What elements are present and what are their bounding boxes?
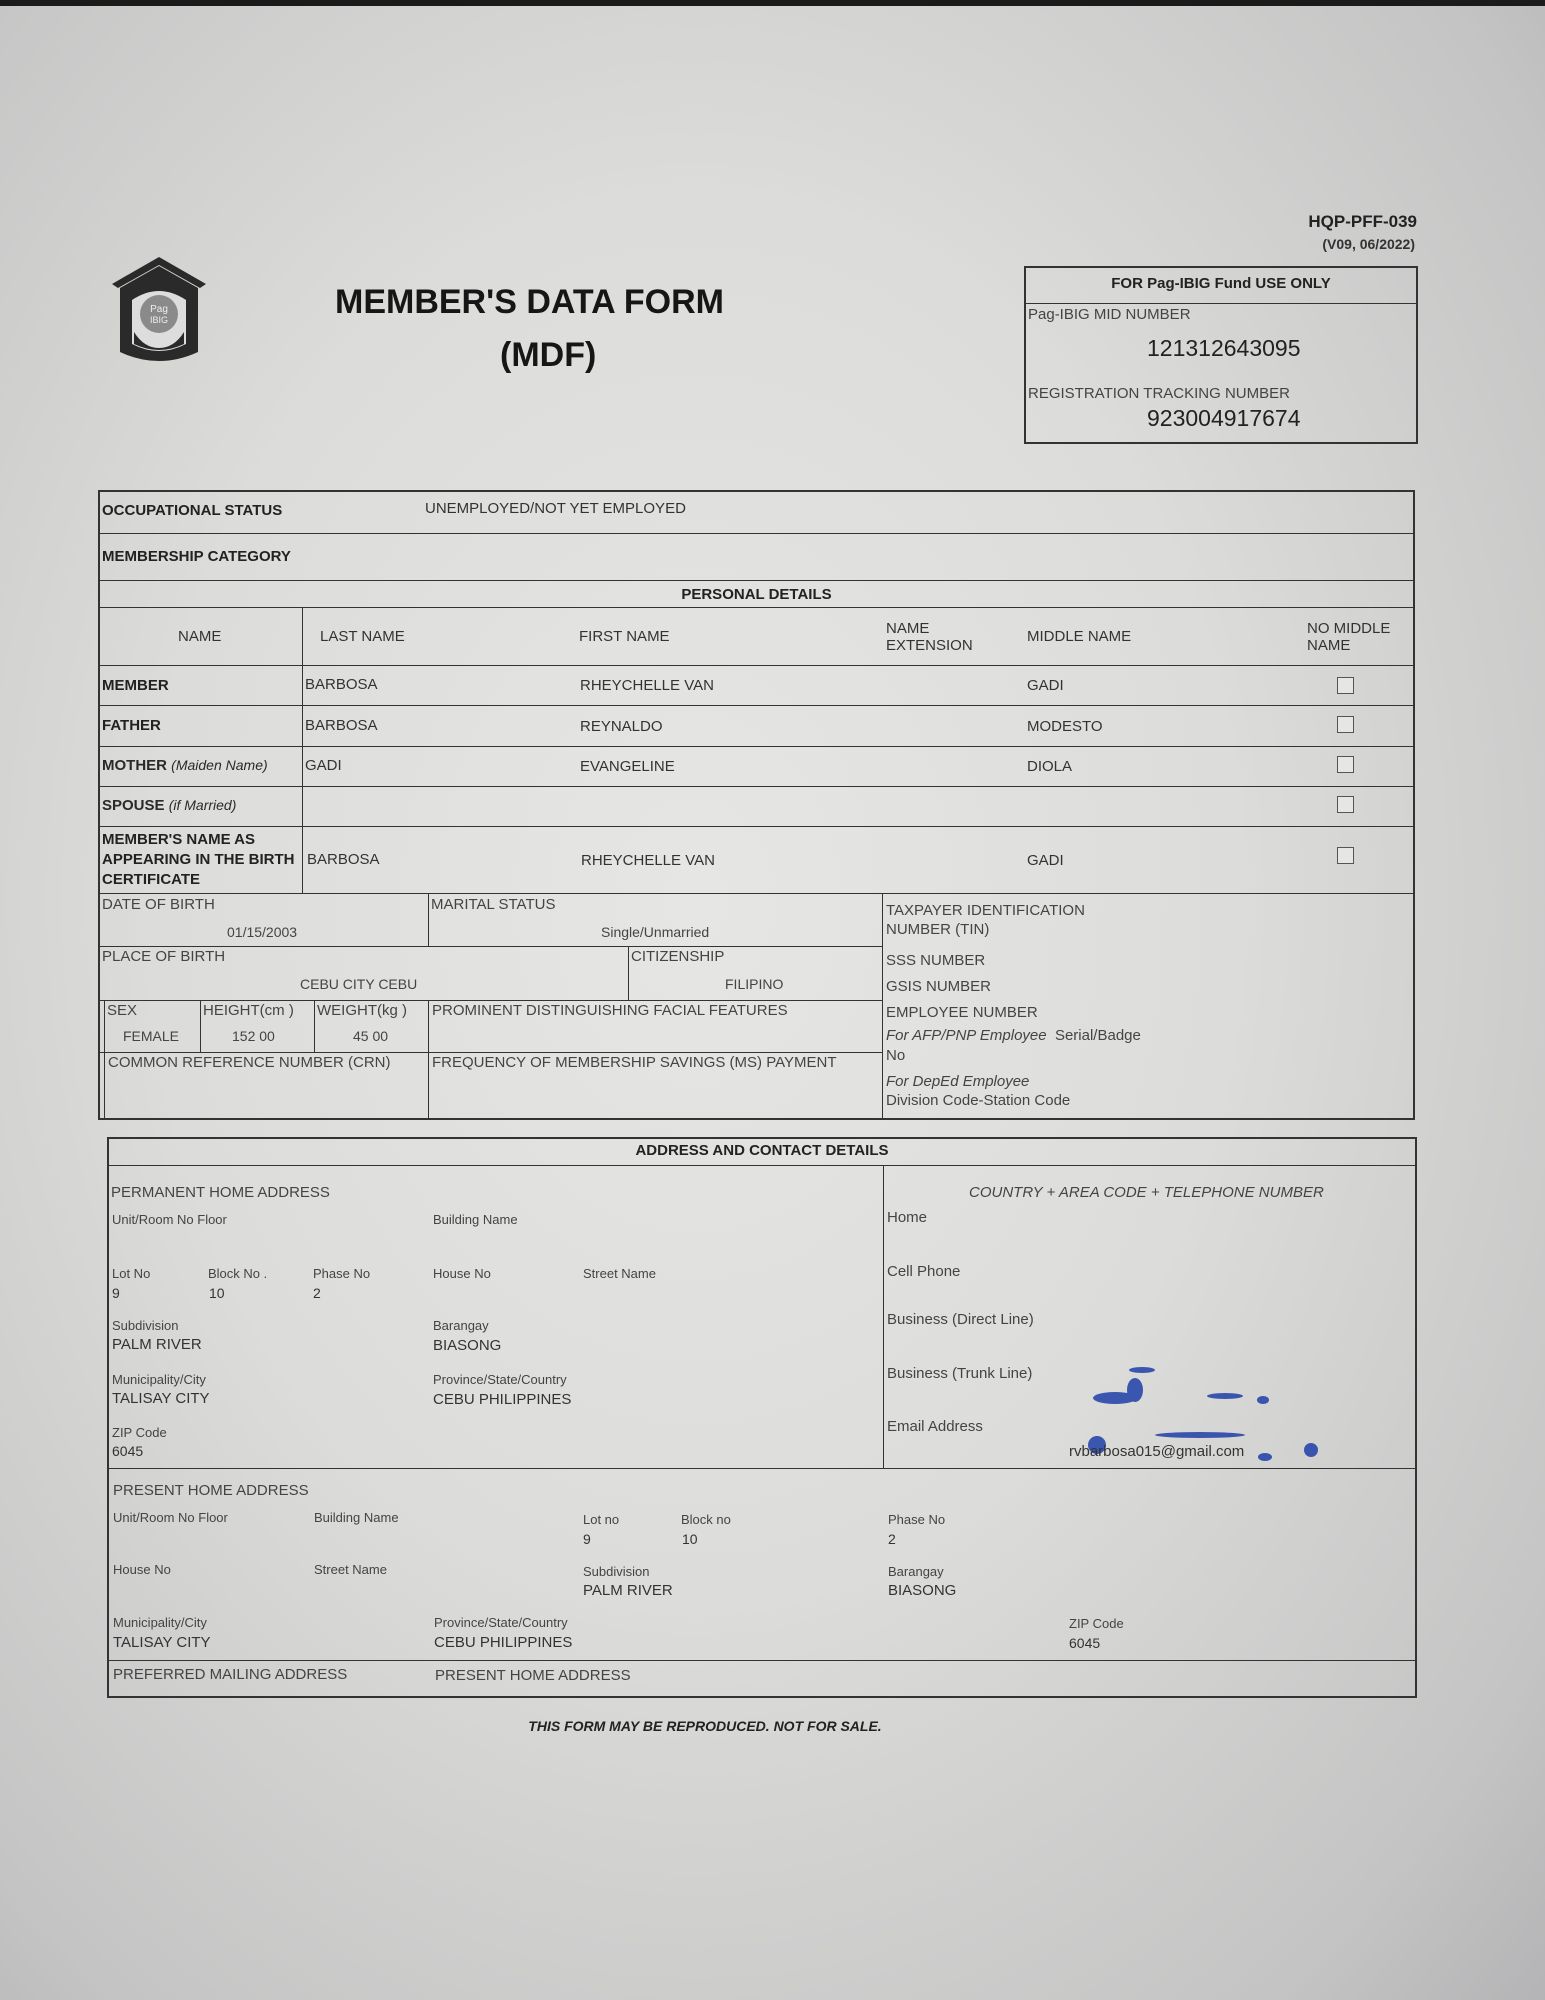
- pres-subdivision-label: Subdivision: [583, 1564, 650, 1579]
- perm-house-label: House No: [433, 1266, 491, 1281]
- row-member-label: MEMBER: [102, 677, 169, 694]
- perm-barangay-label: Barangay: [433, 1318, 489, 1333]
- pres-zip[interactable]: 6045: [1069, 1635, 1101, 1651]
- father-no-middle-checkbox[interactable]: [1337, 716, 1354, 733]
- citizenship-value[interactable]: FILIPINO: [725, 976, 784, 992]
- marital-value[interactable]: Single/Unmarried: [601, 924, 710, 940]
- sex-label: SEX: [107, 1002, 138, 1019]
- col-no-middle-name: NO MIDDLE NAME: [1307, 620, 1391, 654]
- col-name: NAME: [178, 628, 222, 645]
- father-first-name[interactable]: REYNALDO: [580, 718, 663, 735]
- pres-unit-label: Unit/Room No Floor: [113, 1510, 228, 1525]
- permanent-address-title: PERMANENT HOME ADDRESS: [111, 1184, 330, 1201]
- perm-block-label: Block No .: [208, 1266, 268, 1281]
- preferred-mailing-value[interactable]: PRESENT HOME ADDRESS: [435, 1667, 631, 1684]
- pres-phase[interactable]: 2: [888, 1531, 896, 1547]
- business-direct-label: Business (Direct Line): [887, 1311, 1034, 1328]
- perm-zip-label: ZIP Code: [112, 1425, 167, 1440]
- member-no-middle-checkbox[interactable]: [1337, 677, 1354, 694]
- spouse-note: (if Married): [168, 797, 237, 813]
- row-mother-label: [102, 757, 268, 774]
- col-first-name: FIRST NAME: [579, 628, 670, 645]
- mother-label: MOTHER: [102, 757, 167, 774]
- form-code: HQP-PFF-039: [1308, 212, 1417, 231]
- home-phone-label: Home: [887, 1209, 928, 1226]
- perm-subdivision-label: Subdivision: [112, 1318, 179, 1333]
- col-middle-name: MIDDLE NAME: [1027, 628, 1132, 645]
- pres-street-label: Street Name: [314, 1562, 387, 1577]
- member-middle-name[interactable]: GADI: [1027, 677, 1064, 694]
- division-code-label: Division Code-Station Code: [886, 1092, 1071, 1109]
- row-birth-cert-label: MEMBER'S NAME AS APPEARING IN THE BIRTH CERTIFICATE: [102, 831, 295, 888]
- preferred-mailing-label: PREFERRED MAILING ADDRESS: [113, 1666, 348, 1683]
- mother-middle-name[interactable]: DIOLA: [1027, 758, 1073, 775]
- pres-barangay[interactable]: BIASONG: [888, 1582, 957, 1599]
- dob-label: DATE OF BIRTH: [102, 896, 215, 913]
- rtn-label: REGISTRATION TRACKING NUMBER: [1028, 385, 1290, 402]
- pob-label: PLACE OF BIRTH: [102, 948, 226, 965]
- deped-label: For DepEd Employee: [886, 1073, 1030, 1090]
- perm-city[interactable]: TALISAY CITY: [112, 1390, 210, 1407]
- perm-zip[interactable]: 6045: [112, 1443, 144, 1459]
- pres-province[interactable]: CEBU PHILIPPINES: [434, 1634, 573, 1651]
- citizenship-label: CITIZENSHIP: [631, 948, 725, 965]
- pres-zip-label: ZIP Code: [1069, 1616, 1124, 1631]
- birthcert-first-name[interactable]: RHEYCHELLE VAN: [581, 852, 715, 869]
- membership-label: MEMBERSHIP CATEGORY: [102, 548, 291, 565]
- birthcert-middle-name[interactable]: GADI: [1027, 852, 1064, 869]
- office-use-title: FOR Pag-IBIG Fund USE ONLY: [1111, 275, 1331, 292]
- svg-text:IBIG: IBIG: [149, 315, 169, 325]
- spouse-label: SPOUSE: [102, 797, 165, 814]
- sss-label: SSS NUMBER: [886, 952, 986, 969]
- business-trunk-label: Business (Trunk Line): [887, 1365, 1033, 1382]
- afp-label: For AFP/PNP Employee: [886, 1027, 1047, 1044]
- mother-first-name[interactable]: EVANGELINE: [580, 758, 675, 775]
- pres-lot[interactable]: 9: [583, 1531, 591, 1547]
- pres-city[interactable]: TALISAY CITY: [113, 1634, 211, 1651]
- sex-value[interactable]: FEMALE: [123, 1028, 180, 1044]
- perm-lot[interactable]: 9: [112, 1285, 120, 1301]
- pres-barangay-label: Barangay: [888, 1564, 944, 1579]
- perm-province-label: Province/State/Country: [433, 1372, 567, 1387]
- form-subtitle: (MDF): [500, 336, 597, 374]
- pres-block-label: Block no: [681, 1512, 731, 1527]
- height-value[interactable]: 152 00: [232, 1028, 275, 1044]
- crn-label: COMMON REFERENCE NUMBER (CRN): [108, 1054, 391, 1071]
- frequency-label: FREQUENCY OF MEMBERSHIP SAVINGS (MS) PAYMENT: [432, 1054, 837, 1071]
- address-section-title: ADDRESS AND CONTACT DETAILS: [635, 1142, 889, 1159]
- form-version: (V09, 06/2022): [1322, 236, 1415, 252]
- dob-value[interactable]: 01/15/2003: [227, 924, 298, 940]
- mother-note: (Maiden Name): [171, 757, 268, 773]
- col-last-name: LAST NAME: [320, 628, 405, 645]
- employee-number-label: EMPLOYEE NUMBER: [886, 1004, 1038, 1021]
- pres-building-label: Building Name: [314, 1510, 399, 1525]
- pres-house-label: House No: [113, 1562, 171, 1577]
- mid-number[interactable]: 121312643095: [1147, 335, 1301, 361]
- personal-details-title: PERSONAL DETAILS: [681, 586, 832, 603]
- perm-subdivision[interactable]: PALM RIVER: [112, 1336, 202, 1353]
- weight-value[interactable]: 45 00: [353, 1028, 389, 1044]
- perm-province[interactable]: CEBU PHILIPPINES: [433, 1391, 572, 1408]
- email-label: Email Address: [887, 1418, 983, 1435]
- row-spouse-label: [102, 797, 236, 814]
- perm-city-label: Municipality/City: [112, 1372, 206, 1387]
- perm-building-label: Building Name: [433, 1212, 518, 1227]
- occupation-label: OCCUPATIONAL STATUS: [102, 502, 283, 519]
- serial-label-2: No: [886, 1047, 906, 1064]
- weight-label: WEIGHT(kg ): [317, 1002, 407, 1019]
- pres-block[interactable]: 10: [682, 1531, 698, 1547]
- father-last-name[interactable]: BARBOSA: [305, 717, 378, 734]
- perm-barangay[interactable]: BIASONG: [433, 1337, 502, 1354]
- tin-label: TAXPAYER IDENTIFICATION: [886, 902, 1085, 919]
- pres-city-label: Municipality/City: [113, 1615, 207, 1630]
- pres-lot-label: Lot no: [583, 1512, 620, 1527]
- form-title: MEMBER'S DATA FORM: [335, 283, 724, 321]
- pres-province-label: Province/State/Country: [434, 1615, 568, 1630]
- email-value[interactable]: rvbarbosa015@gmail.com: [1069, 1443, 1245, 1460]
- personal-table: [98, 490, 1415, 1120]
- birthcert-no-middle-checkbox[interactable]: [1337, 847, 1354, 864]
- father-middle-name[interactable]: MODESTO: [1027, 718, 1103, 735]
- pagibig-logo: [104, 252, 214, 367]
- serial-label: Serial/Badge: [1054, 1027, 1141, 1044]
- mother-no-middle-checkbox[interactable]: [1337, 756, 1354, 773]
- perm-block[interactable]: 10: [209, 1285, 225, 1301]
- pres-phase-label: Phase No: [888, 1512, 946, 1527]
- mother-last-name[interactable]: GADI: [305, 757, 342, 774]
- rtn-number[interactable]: 923004917674: [1147, 405, 1301, 431]
- present-address-title: PRESENT HOME ADDRESS: [113, 1482, 309, 1499]
- gsis-label: GSIS NUMBER: [886, 978, 992, 995]
- perm-phase-label: Phase No: [313, 1266, 371, 1281]
- spouse-no-middle-checkbox[interactable]: [1337, 796, 1354, 813]
- perm-street-label: Street Name: [583, 1266, 656, 1281]
- cell-phone-label: Cell Phone: [887, 1263, 961, 1280]
- marital-label: MARITAL STATUS: [431, 896, 556, 913]
- contact-header: COUNTRY + AREA CODE + TELEPHONE NUMBER: [969, 1184, 1324, 1201]
- mid-label: Pag-IBIG MID NUMBER: [1028, 306, 1191, 323]
- perm-unit-label: Unit/Room No Floor: [112, 1212, 227, 1227]
- member-first-name[interactable]: RHEYCHELLE VAN: [580, 677, 714, 694]
- col-name-extension: NAME EXTENSION: [886, 620, 973, 654]
- svg-text:Pag: Pag: [150, 304, 168, 315]
- footer-note: THIS FORM MAY BE REPRODUCED. NOT FOR SALE.: [528, 1718, 882, 1734]
- tin-label-2: NUMBER (TIN): [886, 921, 990, 938]
- occupation-value[interactable]: UNEMPLOYED/NOT YET EMPLOYED: [425, 500, 686, 517]
- photo-edge: [0, 0, 1545, 6]
- row-father-label: FATHER: [102, 717, 161, 734]
- height-label: HEIGHT(cm ): [203, 1002, 294, 1019]
- perm-phase[interactable]: 2: [313, 1285, 321, 1301]
- pres-subdivision[interactable]: PALM RIVER: [583, 1582, 673, 1599]
- member-last-name[interactable]: BARBOSA: [305, 676, 378, 693]
- perm-lot-label: Lot No: [112, 1266, 151, 1281]
- birthcert-last-name[interactable]: BARBOSA: [307, 851, 380, 868]
- facial-features-label: PROMINENT DISTINGUISHING FACIAL FEATURES: [432, 1002, 788, 1019]
- pob-value[interactable]: CEBU CITY CEBU: [300, 976, 418, 992]
